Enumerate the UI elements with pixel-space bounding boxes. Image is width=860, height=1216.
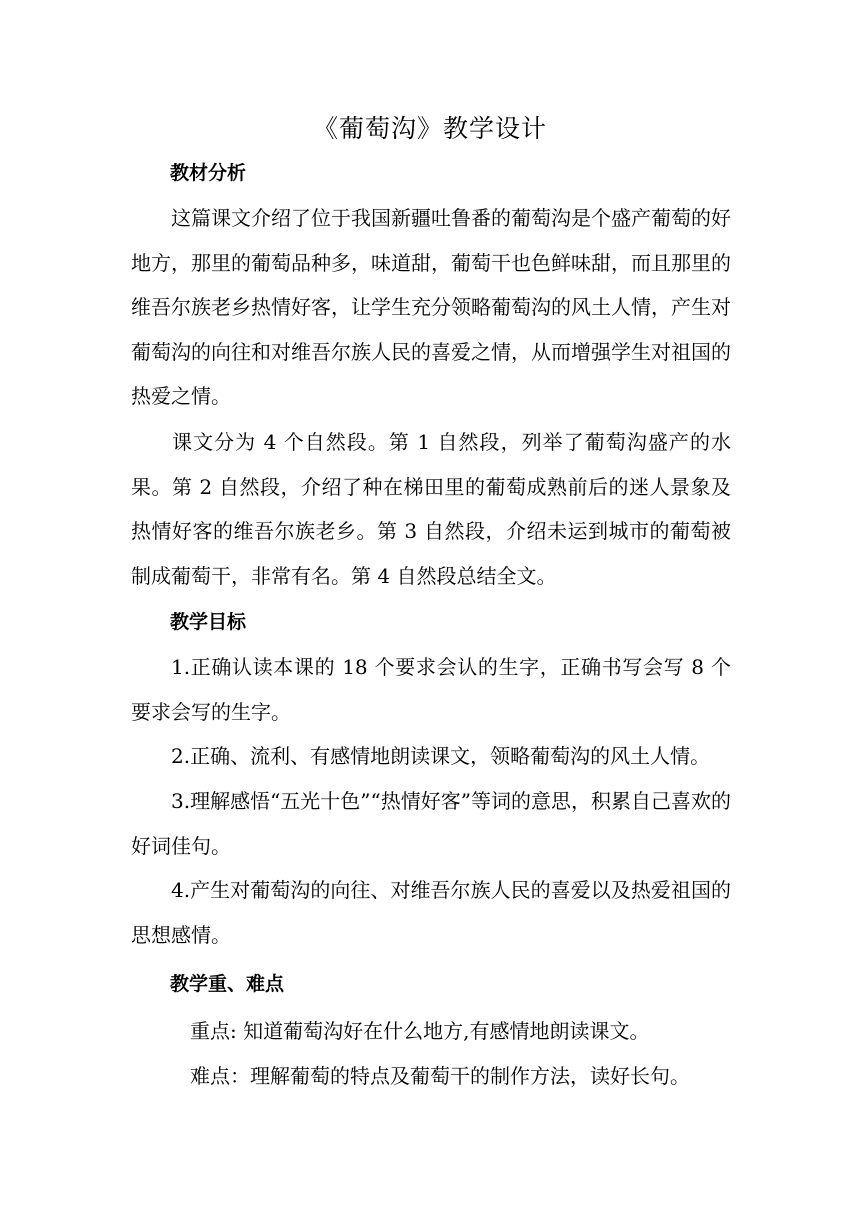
goal-item-4-text: 4.产生对葡萄沟的向往、对维吾尔族人民的喜爱以及热爱祖国的思想感情。 xyxy=(131,878,731,947)
goal-item-4 xyxy=(131,868,731,957)
heading-teaching-goals: 教学目标 xyxy=(170,611,247,633)
paragraph-material-2-text: 课文分为 4 个自然段。第 1 自然段，列举了葡萄沟盛产的水果。第 2 自然段，介绍了种在梯田里的葡萄成熟前后的迷人景象及热情好客的维吾尔族老乡。第 3 自然段，介绍未运到城市的葡萄被制成葡萄干，非常有名。第 4 自然段总结全文。 xyxy=(131,430,731,588)
paragraph-material-2 xyxy=(131,420,731,598)
document-title: 《葡萄沟》教学设计 xyxy=(312,114,547,143)
goal-item-2 xyxy=(131,734,731,779)
difficulty-text: 难点：理解葡萄的特点及葡萄干的制作方法，读好长句。 xyxy=(190,1064,690,1088)
heading-key-points: 教学重、难点 xyxy=(170,973,285,995)
key-point-text: 重点: 知道葡萄沟好在什么地方,有感情地朗读课文。 xyxy=(190,1019,650,1043)
paragraph-material-1 xyxy=(131,196,731,419)
goal-item-2-text: 2.正确、流利、有感情地朗读课文，领略葡萄沟的风土人情。 xyxy=(171,744,711,768)
paragraph-material-1-text: 这篇课文介绍了位于我国新疆吐鲁番的葡萄沟是个盛产葡萄的好地方，那里的葡萄品种多，味道甜，葡萄干也色鲜味甜，而且那里的维吾尔族老乡热情好客，让学生充分领略葡萄沟的风土人情，产生对葡萄沟的向往和对维吾尔族人民的喜爱之情，从而增强学生对祖国的热爱之情。 xyxy=(131,206,731,408)
heading-material-analysis: 教材分析 xyxy=(170,162,247,184)
goal-item-1-text: 1.正确认读本课的 18 个要求会认的生字，正确书写会写 8 个要求会写的生字。 xyxy=(131,655,731,724)
goal-item-1 xyxy=(131,645,731,734)
goal-item-3-text: 3.理解感悟“五光十色”“热情好客”等词的意思，积累自己喜欢的好词佳句。 xyxy=(131,789,731,858)
goal-item-3 xyxy=(131,779,731,868)
